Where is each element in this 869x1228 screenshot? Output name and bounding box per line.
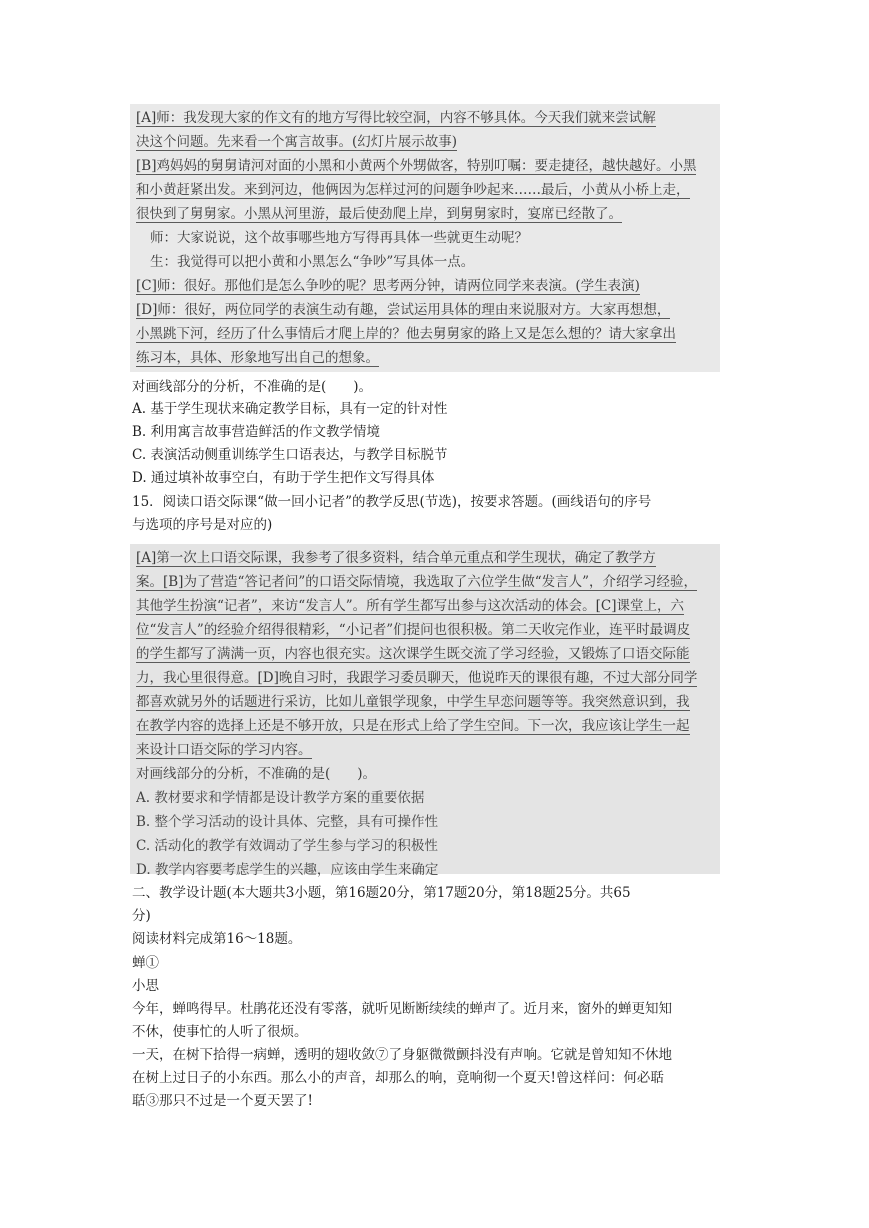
excerpt-line: [D]师：很好，两位同学的表演生动有趣，尝试运用具体的理由来说服对方。大家再想想， (136, 302, 671, 318)
passage-paragraph-2-cont: 在树上过日子的小东西。那么小的声音，却那么的响，竟响彻一个夏天!曾这样问：何必聒 (132, 1070, 664, 1086)
excerpt-line: 小黑跳下河，经历了什么事情后才爬上岸的？他去舅舅家的路上又是怎么想的？请大家拿出 (136, 326, 676, 342)
excerpt-line: 师：大家说说，这个故事哪些地方写得再具体一些就更生动呢？ (150, 230, 528, 246)
question-15-stem-cont: 与选项的序号是对应的) (132, 517, 273, 533)
excerpt-line: [C]师：很好。那他们是怎么争吵的呢？思考两分钟，请两位同学来表演。(学生表演) (136, 278, 640, 294)
reading-instruction: 阅读材料完成第16～18题。 (132, 931, 302, 947)
excerpt-line: 和小黄赶紧出发。来到河边，他俩因为怎样过河的问题争吵起来……最后，小黄从小桥上走， (136, 182, 690, 198)
excerpt-line: [A]第一次上口语交际课，我参考了很多资料，结合单元重点和学生现状，确定了教学方 (136, 550, 656, 566)
scanned-excerpt-reflection (130, 544, 720, 878)
question-15-option-a: A. 教材要求和学情都是设计教学方案的重要依据 (136, 790, 425, 806)
passage-title: 蝉① (132, 955, 159, 971)
excerpt-line: 很快到了舅舅家。小黑从河里游，最后使劲爬上岸，到舅舅家时，宴席已经散了。 (136, 206, 622, 222)
section-2-heading-cont: 分) (132, 908, 151, 924)
excerpt-line: [A]师：我发现大家的作文有的地方写得比较空洞，内容不够具体。今天我们就来尝试解 (136, 110, 656, 126)
excerpt-line: [B]鸡妈妈的舅舅请河对面的小黑和小黄两个外甥做客，特别叮嘱：要走捷径，越快越好。小黑 (136, 158, 697, 174)
excerpt-line: 都喜欢就另外的话题进行采访，比如儿童银学现象，中学生早恋问题等等。我突然意识到，我 (136, 694, 690, 710)
question-15-option-c: C. 活动化的教学有效调动了学生参与学习的积极性 (136, 838, 438, 854)
excerpt-line: 在教学内容的选择上还是不够开放，只是在形式上给了学生空间。下一次，我应该让学生一起 (136, 718, 690, 734)
question-14-option-d: D. 通过填补故事空白，有助于学生把作文写得具体 (132, 470, 435, 486)
excerpt-line: 力，我心里很得意。[D]晚自习时，我跟学习委员聊天，他说昨天的课很有趣，不过大部分同学 (136, 670, 698, 686)
excerpt-line: 的学生都写了满满一页，内容也很充实。这次课学生既交流了学习经验，又锻炼了口语交际能 (136, 646, 690, 662)
passage-paragraph-1-cont: 不休，使事忙的人听了很烦。 (132, 1024, 308, 1040)
section-2-heading: 二、教学设计题(本大题共3小题，第16题20分，第17题20分，第18题25分。共65 (132, 885, 631, 901)
question-15-sub-stem: 对画线部分的分析，不准确的是( )。 (136, 766, 377, 782)
question-15-stem: 15．阅读口语交际课“做一回小记者”的教学反思(节选)，按要求答题。(画线语句的序号 (132, 494, 652, 510)
excerpt-line: 位“发言人”的经验介绍得很精彩，“小记者”们提问也很积极。第二天收完作业，连平时最调皮 (136, 622, 691, 638)
question-15-option-d: D. 教学内容要考虑学生的兴趣，应该由学生来确定 (136, 862, 439, 878)
excerpt-line: 其他学生扮演“记者”，来访“发言人”。所有学生都写出参与这次活动的体会。[C]课堂上，六 (136, 598, 684, 614)
passage-paragraph-2: 一天，在树下拾得一病蝉，透明的翅收敛⑦了身躯微微颤抖没有声响。它就是曾知知不休地 (132, 1047, 672, 1063)
excerpt-line: 决这个问题。先来看一个寓言故事。(幻灯片展示故事) (136, 134, 458, 150)
question-14-option-a: A. 基于学生现状来确定教学目标，具有一定的针对性 (132, 401, 448, 417)
excerpt-line: 生：我觉得可以把小黄和小黑怎么“争吵”写具体一点。 (150, 254, 475, 270)
question-14-stem: 对画线部分的分析，不准确的是( )。 (132, 379, 373, 395)
scanned-excerpt-story (130, 104, 720, 372)
question-14-option-c: C. 表演活动侧重训练学生口语表达，与教学目标脱节 (132, 447, 448, 463)
question-15-option-b: B. 整个学习活动的设计具体、完整，具有可操作性 (136, 814, 439, 830)
passage-paragraph-2-end: 聒③那只不过是一个夏天罢了! (132, 1093, 313, 1109)
passage-author: 小思 (132, 978, 159, 994)
question-14-option-b: B. 利用寓言故事营造鲜活的作文教学情境 (132, 424, 381, 440)
excerpt-line: 案。[B]为了营造“答记者问”的口语交际情境，我选取了六位学生做“发言人”，介绍学习经验， (136, 574, 698, 590)
excerpt-line: 来设计口语交际的学习内容。 (136, 742, 312, 758)
passage-paragraph-1: 今年，蝉鸣得早。杜鹃花还没有零落，就听见断断续续的蝉声了。近月来，窗外的蝉更知知 (132, 1001, 672, 1017)
excerpt-line: 练习本，具体、形象地写出自己的想象。 (136, 350, 379, 366)
